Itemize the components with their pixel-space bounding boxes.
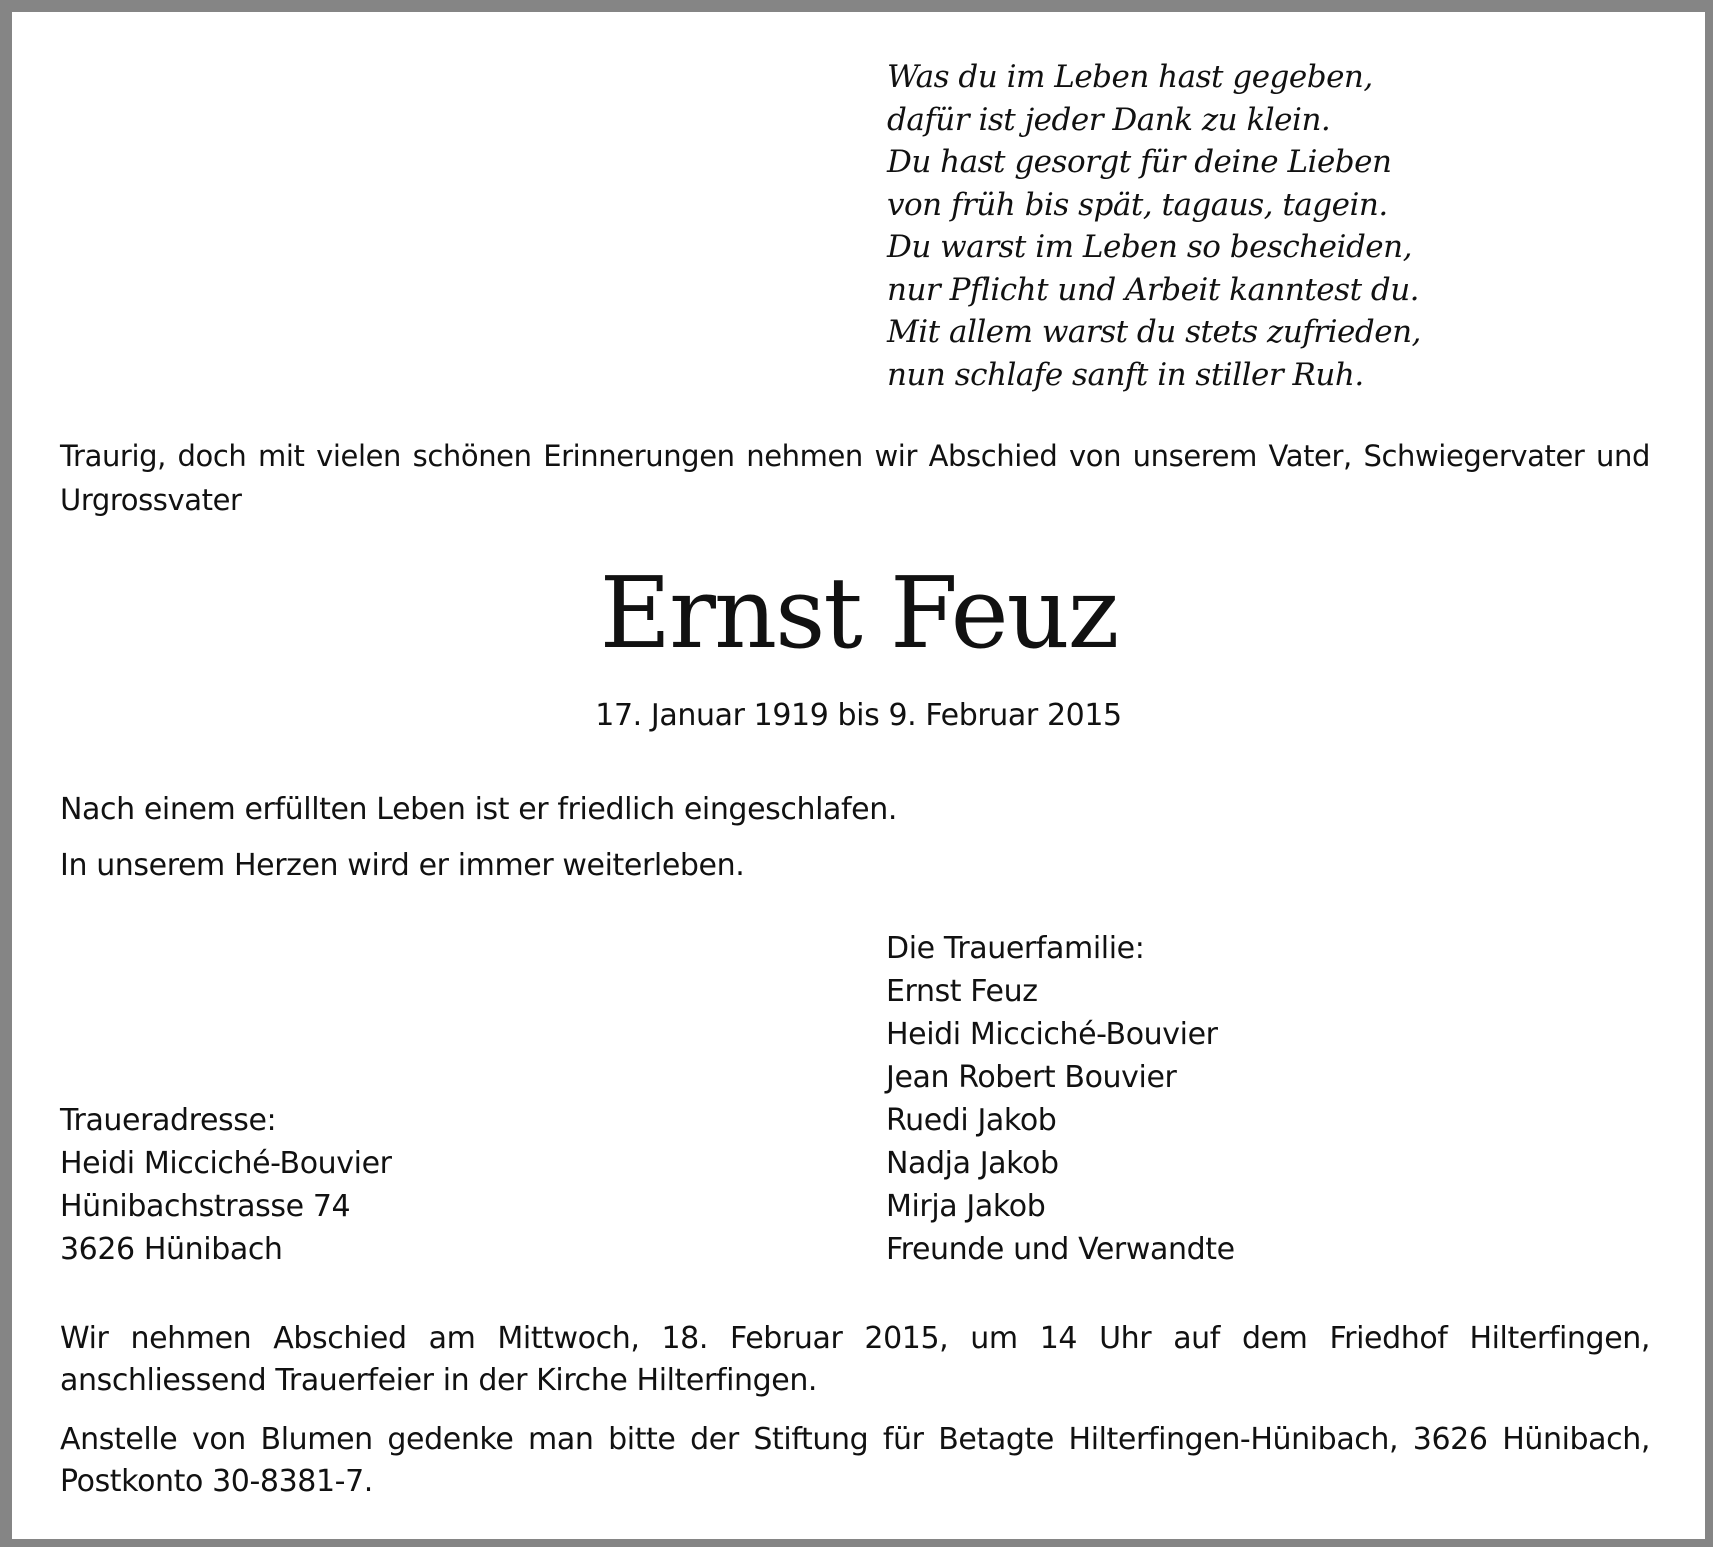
family-member: Mirja Jakob [886,1189,1046,1224]
family-member: Freunde und Verwandte [886,1232,1235,1267]
family-member: Ruedi Jakob [886,1103,1057,1138]
family-member: Ernst Feuz [886,974,1038,1009]
poem [887,56,1421,396]
address-line: 3626 Hünibach [60,1232,283,1267]
obituary-page [12,12,1705,1539]
poem-line: nur Pflicht und Arbeit kanntest du. [887,271,1420,308]
poem-line: Was du im Leben hast gegeben, [887,59,1373,95]
poem-line: Mit allem warst du stets zufrieden, [887,314,1421,350]
address-heading: Traueradresse: [60,1103,277,1138]
mourning-address [60,1099,392,1271]
statement-memory: In unserem Herzen wird er immer weiterleben. [60,848,745,883]
poem-line: nun schlafe sanft in stiller Ruh. [887,356,1364,393]
statement-peaceful: Nach einem erfüllten Leben ist er friedlich eingeschlafen. [60,792,897,827]
family-member: Jean Robert Bouvier [886,1060,1177,1095]
family-heading: Die Trauerfamilie: [886,931,1145,966]
poem-line: Du hast gesorgt für deine Lieben [887,144,1392,180]
family-member: Nadja Jakob [886,1146,1059,1181]
deceased-name: Ernst Feuz [599,557,1118,671]
poem-line: dafür ist jeder Dank zu klein. [887,101,1331,138]
donation-info: Anstelle von Blumen gedenke man bitte der Stiftung für Betagte Hilterfingen-Hünibach, 3626 Hünibach, Postkonto 30-8381-7. [60,1422,1650,1499]
mourning-family [886,927,1235,1271]
address-line: Heidi Micciché-Bouvier [60,1146,392,1181]
address-line: Hünibachstrasse 74 [60,1189,351,1224]
poem-line: von früh bis spät, tagaus, tagein. [887,186,1388,223]
life-dates: 17. Januar 1919 bis 9. Februar 2015 [595,698,1122,733]
family-member: Heidi Micciché-Bouvier [886,1017,1218,1052]
poem-line: Du warst im Leben so bescheiden, [887,229,1412,265]
ceremony-info: Wir nehmen Abschied am Mittwoch, 18. Februar 2015, um 14 Uhr auf dem Friedhof Hilterfingen, anschliessend Trauerfeier in der Kirche Hilterfingen. [60,1321,1650,1398]
intro-text: Traurig, doch mit vielen schönen Erinnerungen nehmen wir Abschied von unserem Vater, Schwiegervater und Urgrossvater [60,439,1650,517]
